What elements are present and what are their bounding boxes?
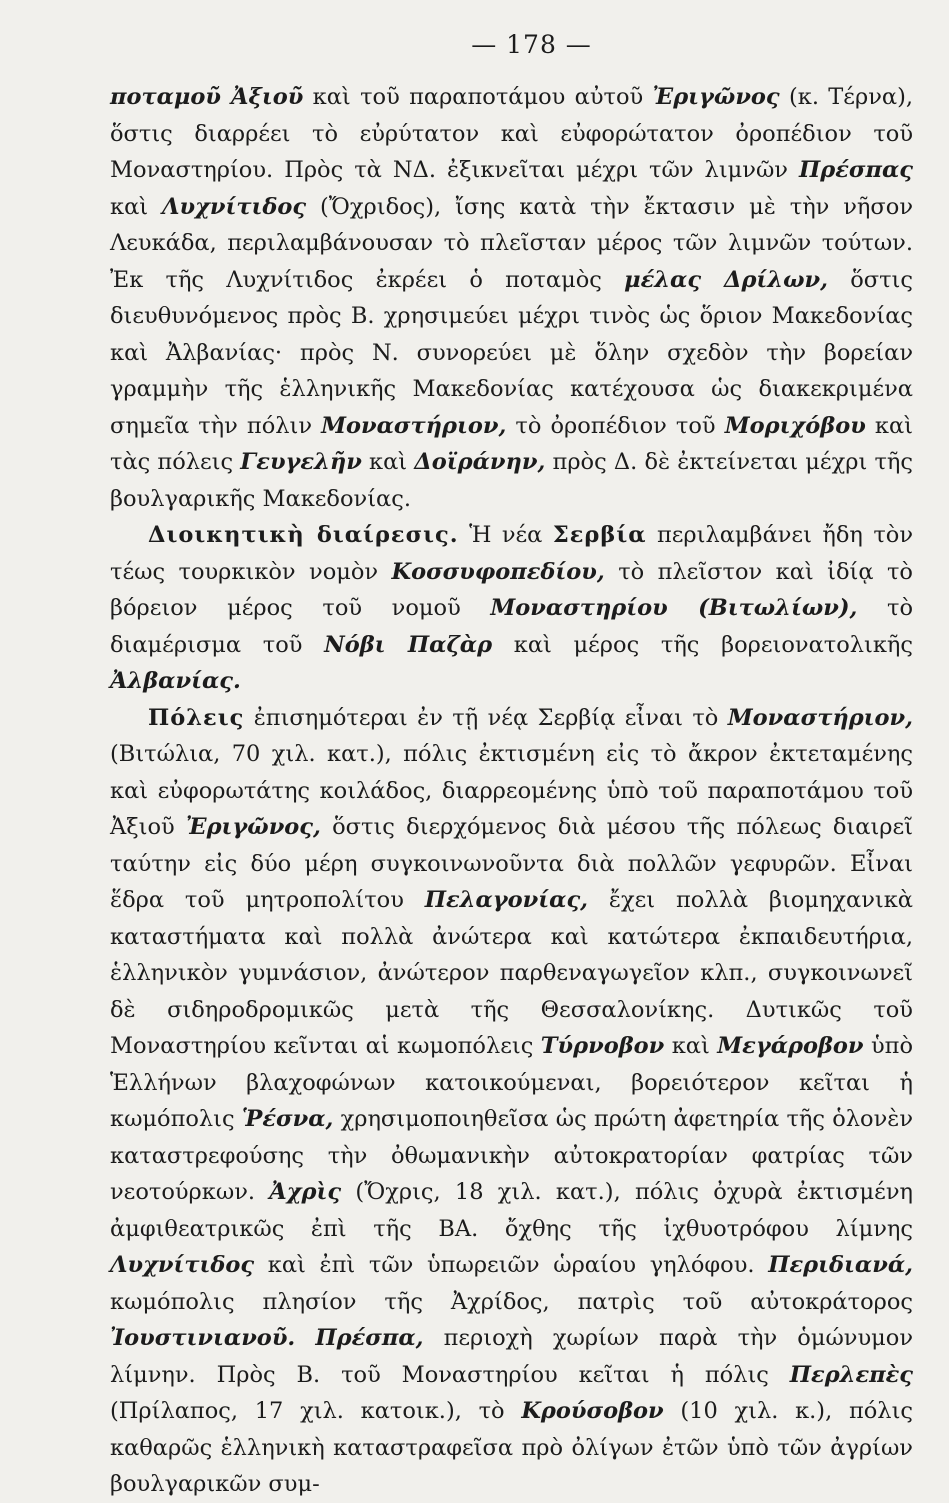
text-run: (Πρίλαπος, 17 χιλ. κατοικ.), τὸ: [110, 1398, 522, 1424]
emphasized-term: Ῥέσνα,: [241, 1106, 334, 1132]
text-run: ὅστις διευθυνόμενος πρὸς Β. χρησιμεύει μέχρι τινὸς ὡς ὅριον Μακεδονίας καὶ Ἀλβανίας· πρὸς Ν. συνορεύει μὲ ὅλην σχεδὸν τὴν βορείαν γραμμὴν τῆς ἑλληνικῆς Μακεδονίας κατέχουσα ὡς διακεκριμένα σημεῖα τὴν πόλιν: [110, 266, 913, 439]
emphasized-term: Λυχνίτιδος: [110, 1252, 255, 1278]
emphasized-term: Μοναστήριον,: [321, 412, 507, 439]
text-run: καὶ: [110, 193, 162, 220]
emphasized-term: Ἰουστινιανοῦ.: [110, 1325, 296, 1351]
text-run: πρὸς Δ. δὲ ἐκτείνεται μέχρι τῆς βουλγαρικῆς Μακεδονίας.: [110, 449, 913, 512]
text-run: (Ὄχριδος), ἴσης κατὰ τὴν ἔκτασιν μὲ τὴν νῆσον Λευκάδα, περιλαμβάνουσαν τὸ πλεῖσταν μέρος τῶν λιμνῶν τούτων. Ἐκ τῆς Λυχνίτιδος ἐκρέει ὁ ποταμὸς: [110, 193, 913, 293]
text-run: ὅστις διερχόμενος διὰ μέσου τῆς πόλεως διαιρεῖ ταύτην εἰς δύο μέρη συγκοινωνοῦντα διὰ πολλῶν γεφυρῶν. Εἶναι ἕδρα τοῦ μητροπολίτου: [110, 814, 913, 913]
emphasized-term: Πελαγονίας,: [424, 887, 589, 913]
emphasized-term: Λυχνίτιδος: [162, 193, 307, 220]
body-text: [110, 79, 913, 1503]
text-run: ὑπὸ Ἑλλήνων βλαχοφώνων κατοικούμεναι, βορειότερον κεῖται ἡ κωμόπολις: [110, 1033, 914, 1132]
text-run: περιοχὴ χωρίων παρὰ τὴν ὁμώνυμον λίμνην. Πρὸς Β. τοῦ Μοναστηρίου κεῖται ἡ πόλις: [110, 1325, 914, 1388]
text-run: ἔχει πολλὰ βιομηχανικὰ καταστήματα καὶ πολλὰ ἀνώτερα καὶ κατώτερα ἐκπαιδευτήρια, ἑλληνικὸν γυμνάσιον, ἀνώτερον παρθεναγωγεῖον κλπ., συγκοινωνεῖ δὲ σιδηροδρομικῶς μετὰ τῆς Θεσσαλονίκης. Δυτικῶς τοῦ Μοναστηρίου κεῖνται αἱ κωμοπόλεις: [110, 887, 913, 1059]
text-run: χρησιμοποιηθεῖσα ὡς πρώτη ἀφετηρία τῆς ὁλονὲν καταστρεφούσης τὴν ὀθωμανικὴν αὐτοκρατορίαν φατρίας τῶν νεοτούρκων.: [110, 1106, 913, 1205]
emphasized-term: Κρούσοβον: [521, 1398, 664, 1424]
emphasized-term: Μοριχόβου: [724, 412, 866, 439]
emphasized-term: Πρέσπα,: [315, 1325, 424, 1351]
text-run: (Βιτώλια, 70 χιλ. κατ.), πόλις ἐκτισμένη εἰς τὸ ἄκρον ἐκτεταμένης καὶ εὐφορωτάτης κοιλάδος, διαρρεομένης ὑπὸ τοῦ παραποτάμου τοῦ Ἀξιοῦ: [110, 741, 913, 840]
emphasized-term: Μοναστηρίου (Βιτωλίων),: [490, 595, 858, 621]
paragraph: [110, 517, 913, 700]
emphasized-term: ποταμοῦ: [110, 84, 232, 110]
emphasized-term: Περλεπὲς: [789, 1361, 913, 1388]
emphasized-term: Τύρνοβον: [540, 1033, 665, 1059]
emphasized-term: Περιδιανά,: [768, 1252, 913, 1278]
section-heading: Σερβία: [552, 522, 647, 548]
text-run: καὶ μέρος τῆς βορειονατολικῆς: [492, 631, 913, 658]
emphasized-term: Ἀχρὶς: [269, 1179, 342, 1205]
emphasized-term: Μοναστήριον,: [727, 704, 913, 731]
text-run: τὸ διαμέρισμα τοῦ: [110, 595, 913, 658]
section-heading: Πόλεις: [148, 704, 245, 731]
text-run: ἐπισημότεραι ἐν τῇ νέᾳ Σερβίᾳ εἶναι τὸ: [244, 704, 728, 731]
text-run: τὸ πλεῖστον καὶ ἰδίᾳ τὸ βόρειον μέρος τοῦ νομοῦ: [110, 558, 913, 621]
emphasized-term: Νόβι Παζὰρ: [324, 631, 493, 658]
emphasized-term: Μεγάροβον: [717, 1033, 864, 1059]
emphasized-term: Ἐριγῶνος: [652, 84, 780, 110]
emphasized-term: Ἀξιοῦ: [231, 84, 304, 110]
emphasized-term: Ἐριγῶνος,: [185, 814, 321, 840]
text-run: (κ. Τέρνα), ὅστις διαρρέει τὸ εὐρύτατον καὶ εὐφορώτατον ὀροπέδιον τοῦ Μοναστηρίου. Πρὸς τὰ ΝΔ. ἐξικνεῖται μέχρι τῶν λιμνῶν: [110, 84, 913, 183]
text-run: (Ὄχρις, 18 χιλ. κατ.), πόλις ὀχυρὰ ἐκτισμένη ἀμφιθεατρικῶς ἐπὶ τῆς ΒΑ. ὄχθης τῆς ἰχθυοτρόφου λίμνης: [110, 1179, 913, 1242]
emphasized-term: Γευγελῆν: [240, 449, 362, 475]
text-run: τὸ ὀροπέδιον τοῦ: [506, 412, 725, 439]
text-run: καὶ ἐπὶ τῶν ὑπωρειῶν ὡραίου γηλόφου.: [254, 1252, 769, 1278]
text-run: Ἡ νέα: [458, 522, 553, 548]
text-run: καὶ τοῦ παραποτάμου αὐτοῦ: [303, 84, 653, 110]
text-run: κωμόπολις πλησίον τῆς Ἀχρίδος, πατρὶς τοῦ αὐτοκράτορος: [110, 1288, 913, 1315]
emphasized-term: μέλας Δρίλων,: [624, 266, 828, 293]
paragraph: [110, 79, 913, 517]
text-run: καὶ: [664, 1033, 718, 1059]
emphasized-term: Κοσσυφοπεδίου,: [391, 558, 605, 585]
emphasized-term: Πρέσπας: [799, 157, 913, 183]
text-run: περιλαμβάνει ἤδη τὸν τέως τουρκικὸν νομὸν: [110, 522, 913, 585]
section-heading: Διοικητικὴ διαίρεσις.: [148, 522, 459, 548]
text-run: [295, 1325, 315, 1351]
text-run: καὶ τὰς πόλεις: [110, 412, 913, 475]
emphasized-term: Δοϊράνην,: [414, 449, 546, 475]
text-run: καὶ: [361, 449, 415, 475]
text-run: (10 χιλ. κ.), πόλις καθαρῶς ἑλληνικὴ καταστραφεῖσα πρὸ ὀλίγων ἐτῶν ὑπὸ τῶν ἀγρίων βουλγαρικῶν συμ-: [110, 1398, 913, 1497]
page-number: — 178 —: [471, 30, 592, 59]
emphasized-term: Ἀλβανίας.: [110, 668, 241, 694]
paragraph: [110, 700, 913, 1503]
